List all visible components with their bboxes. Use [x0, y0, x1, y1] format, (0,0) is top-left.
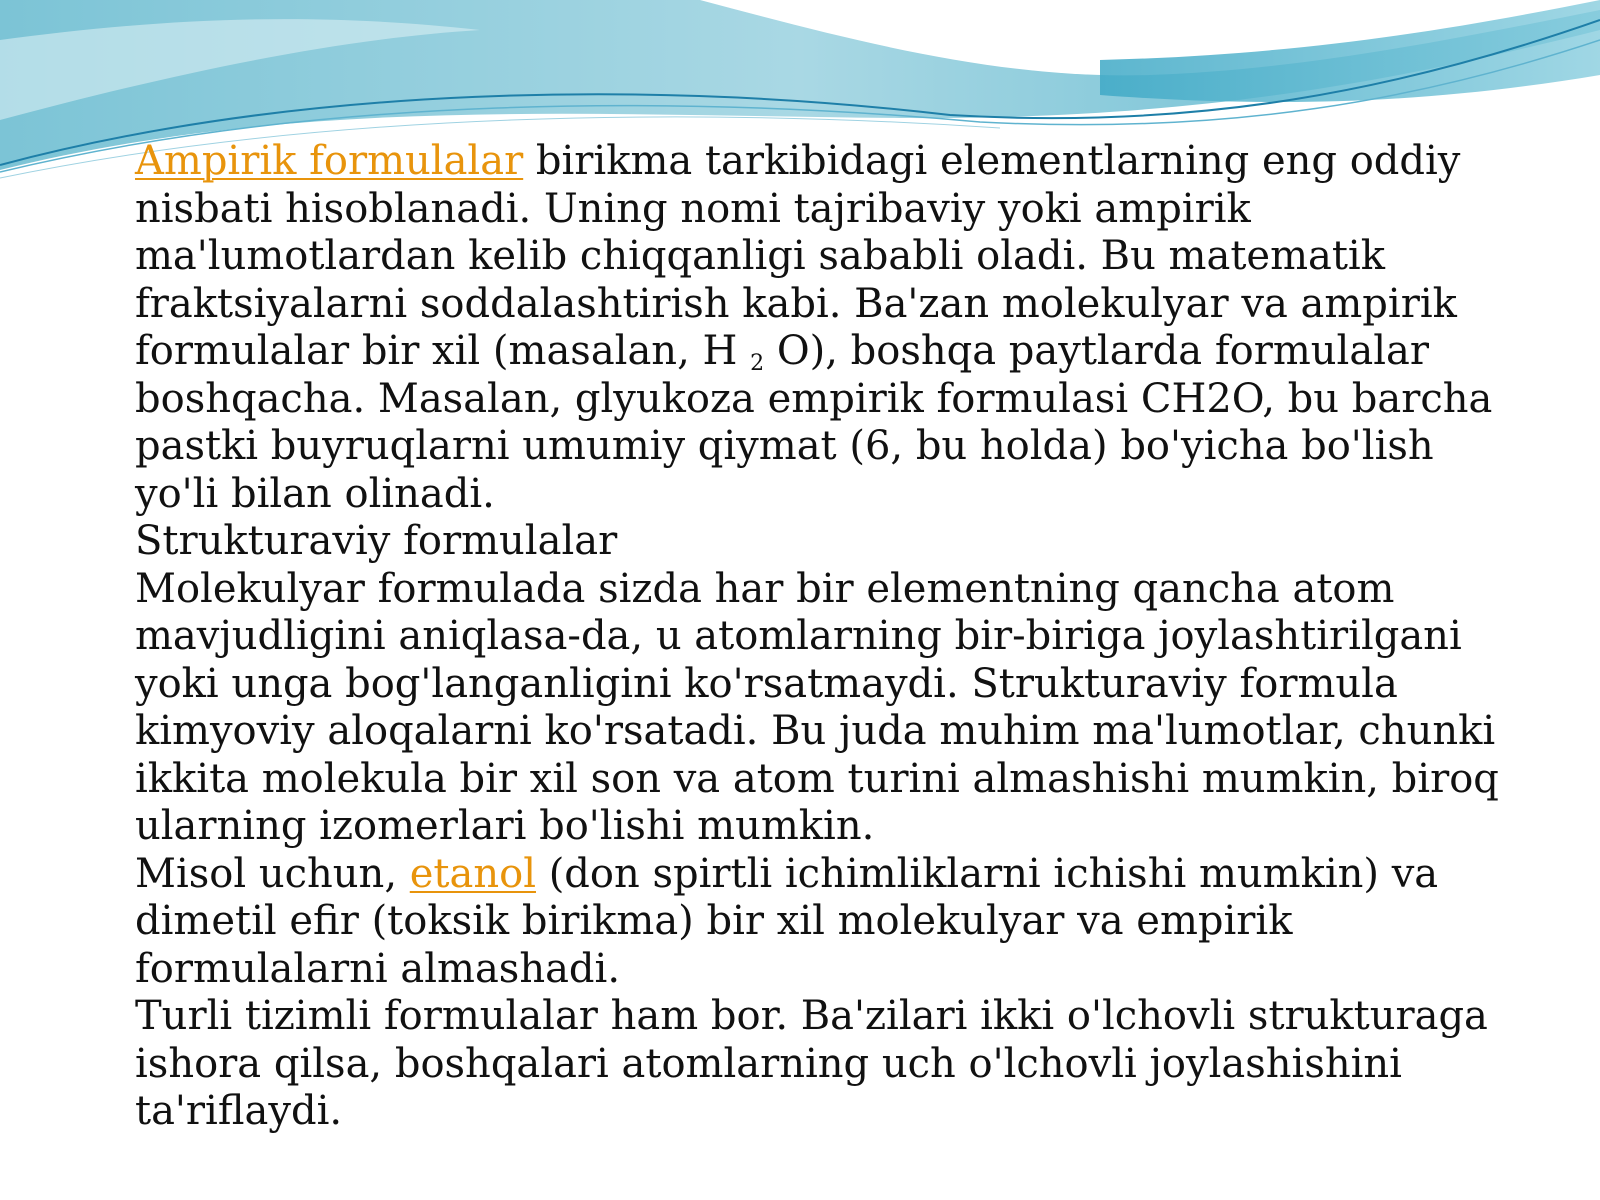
paragraph-structural: Molekulyar formulada sizda har bir elementning qancha atom mavjudligini aniqlasa-da, u atomlarning bir-biriga joylashtirilgani yoki unga bog'langanligini ko'rsatmaydi. Strukturaviy formula kimyoviy aloqalarni ko'rsatadi. Bu juda muhim ma'lumotlar, chunki ikkita molekula bir xil son va atom turini almashishi mumkin, biroq ularning izomerlari bo'lishi mumkin.: [135, 565, 1499, 849]
ethanol-link[interactable]: etanol: [409, 850, 536, 897]
section-heading: Strukturaviy formulalar: [135, 518, 618, 564]
paragraph-empirical-text-a: birikma tarkibidagi elementlarning eng oddiy nisbati hisoblanadi. Uning nomi tajribaviy yoki ampirik ma'lumotlardan kelib chiqqanligi sababli oladi. Bu matematik fraktsiyalarni soddalashtirish kabi. Ba'zan molekulyar va ampirik formulalar bir xil (masalan, H: [135, 138, 1461, 374]
slide-body-text: [135, 138, 1515, 1136]
paragraph-example-text-b: (don spirtli ichimliklarni ichishi mumkin) va dimetil efir (toksik birikma) bir xil molekulyar va empirik formulalarni almashadi.: [135, 850, 1439, 992]
paragraph-example: [135, 851, 1515, 994]
paragraph-types: Turli tizimli formulalar ham bor. Ba'zilari ikki o'lchovli strukturaga ishora qilsa, boshqalari atomlarning uch o'lchovli joylashishini ta'riflaydi.: [135, 993, 1488, 1134]
paragraph-example-text-a: Misol uchun,: [135, 850, 410, 897]
paragraph-empirical-text-b: O), boshqa paytlarda formulalar boshqacha. Masalan, glyukoza empirik formulasi CH2O, bu barcha pastki buyruqlarni umumiy qiymat (6, bu holda) bo'yicha bo'lish yo'li bilan olinadi.: [135, 328, 1493, 517]
empirical-formulas-link[interactable]: Ampirik formulalar: [135, 138, 524, 184]
paragraph-empirical: [135, 138, 1515, 518]
subscript-2: 2: [750, 351, 765, 376]
